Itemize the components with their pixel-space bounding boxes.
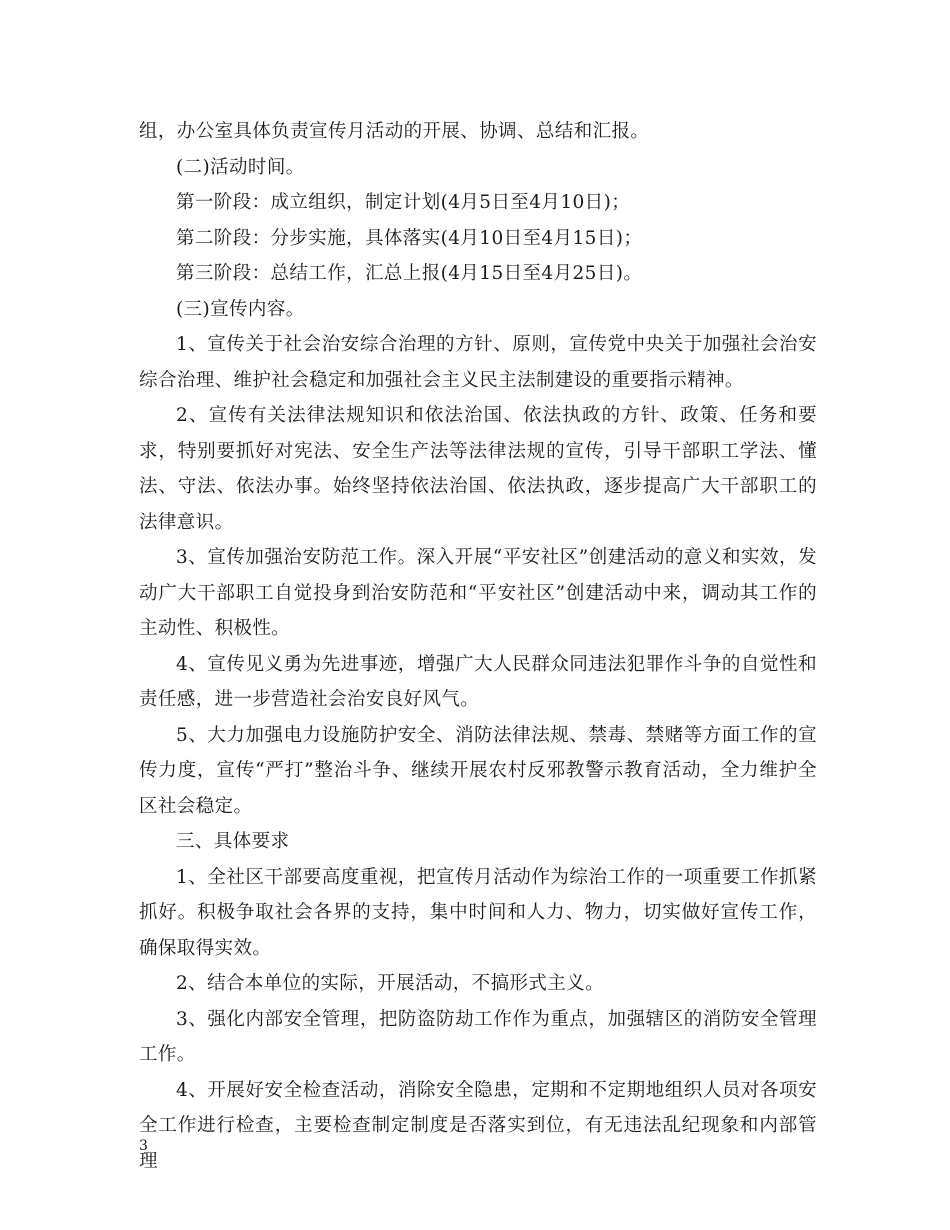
paragraph-continuation: 组，办公室具体负责宣传月活动的开展、协调、总结和汇报。 <box>139 121 650 142</box>
paragraph-stage-two: 第二阶段：分步实施，具体落实(4月10日至4月15日)； <box>176 227 643 249</box>
heading-activity-time: (二)活动时间。 <box>176 156 305 178</box>
paragraph-content-item-1: 1、宣传关于社会治安综合治理的方针、原则，宣传党中央关于加强社会治安综合治理、维护社会稳定和加强社会主义民主法制建设的重要指示精神。 <box>139 334 817 391</box>
document-body <box>139 114 817 1179</box>
paragraph-requirement-4: 4、开展好安全检查活动，消除安全隐患，定期和不定期地组织人员对各项安全工作进行检查，主要检查制定制度是否落实到位，有无违法乱纪现象和内部管理 <box>139 1079 817 1172</box>
paragraph-stage-one: 第一阶段：成立组织，制定计划(4月5日至4月10日)； <box>176 192 631 213</box>
paragraph-content-item-3: 3、宣传加强治安防范工作。深入开展“平安社区”创建活动的意义和实效，发动广大干部职工自觉投身到治安防范和“平安社区”创建活动中来，调动其工作的主动性、积极性。 <box>139 547 817 639</box>
paragraph-requirement-1: 1、全社区干部要高度重视，把宣传月活动作为综治工作的一项重要工作抓紧抓好。积极争取社会各界的支持，集中时间和人力、物力，切实做好宣传工作，确保取得实效。 <box>139 866 817 959</box>
paragraph-requirement-3: 3、强化内部安全管理，把防盗防劫工作作为重点，加强辖区的消防安全管理工作。 <box>139 1008 817 1065</box>
heading-publicity-content: (三)宣传内容。 <box>176 298 305 320</box>
page-number: 3 <box>139 1138 148 1154</box>
paragraph-stage-three: 第三阶段：总结工作，汇总上报(4月15日至4月25日)。 <box>176 263 643 284</box>
paragraph-content-item-2: 2、宣传有关法律法规知识和依法治国、依法执政的方针、政策、任务和要求，特别要抓好对宪法、安全生产法等法律法规的宣传，引导干部职工学法、懂法、守法、依法办事。始终坚持依法治国、依法执政，逐步提高广大干部职工的法律意识。 <box>139 405 817 533</box>
heading-specific-requirements: 三、具体要求 <box>176 831 290 852</box>
paragraph-content-item-5: 5、大力加强电力设施防护安全、消防法律法规、禁毒、禁赌等方面工作的宣传力度，宣传“严打”整治斗争、继续开展农村反邪教警示教育活动，全力维护全区社会稳定。 <box>139 724 817 817</box>
paragraph-requirement-2: 2、结合本单位的实际，开展活动，不搞形式主义。 <box>176 973 604 994</box>
paragraph-content-item-4: 4、宣传见义勇为先进事迹，增强广大人民群众同违法犯罪作斗争的自觉性和责任感，进一步营造社会治安良好风气。 <box>139 653 817 710</box>
